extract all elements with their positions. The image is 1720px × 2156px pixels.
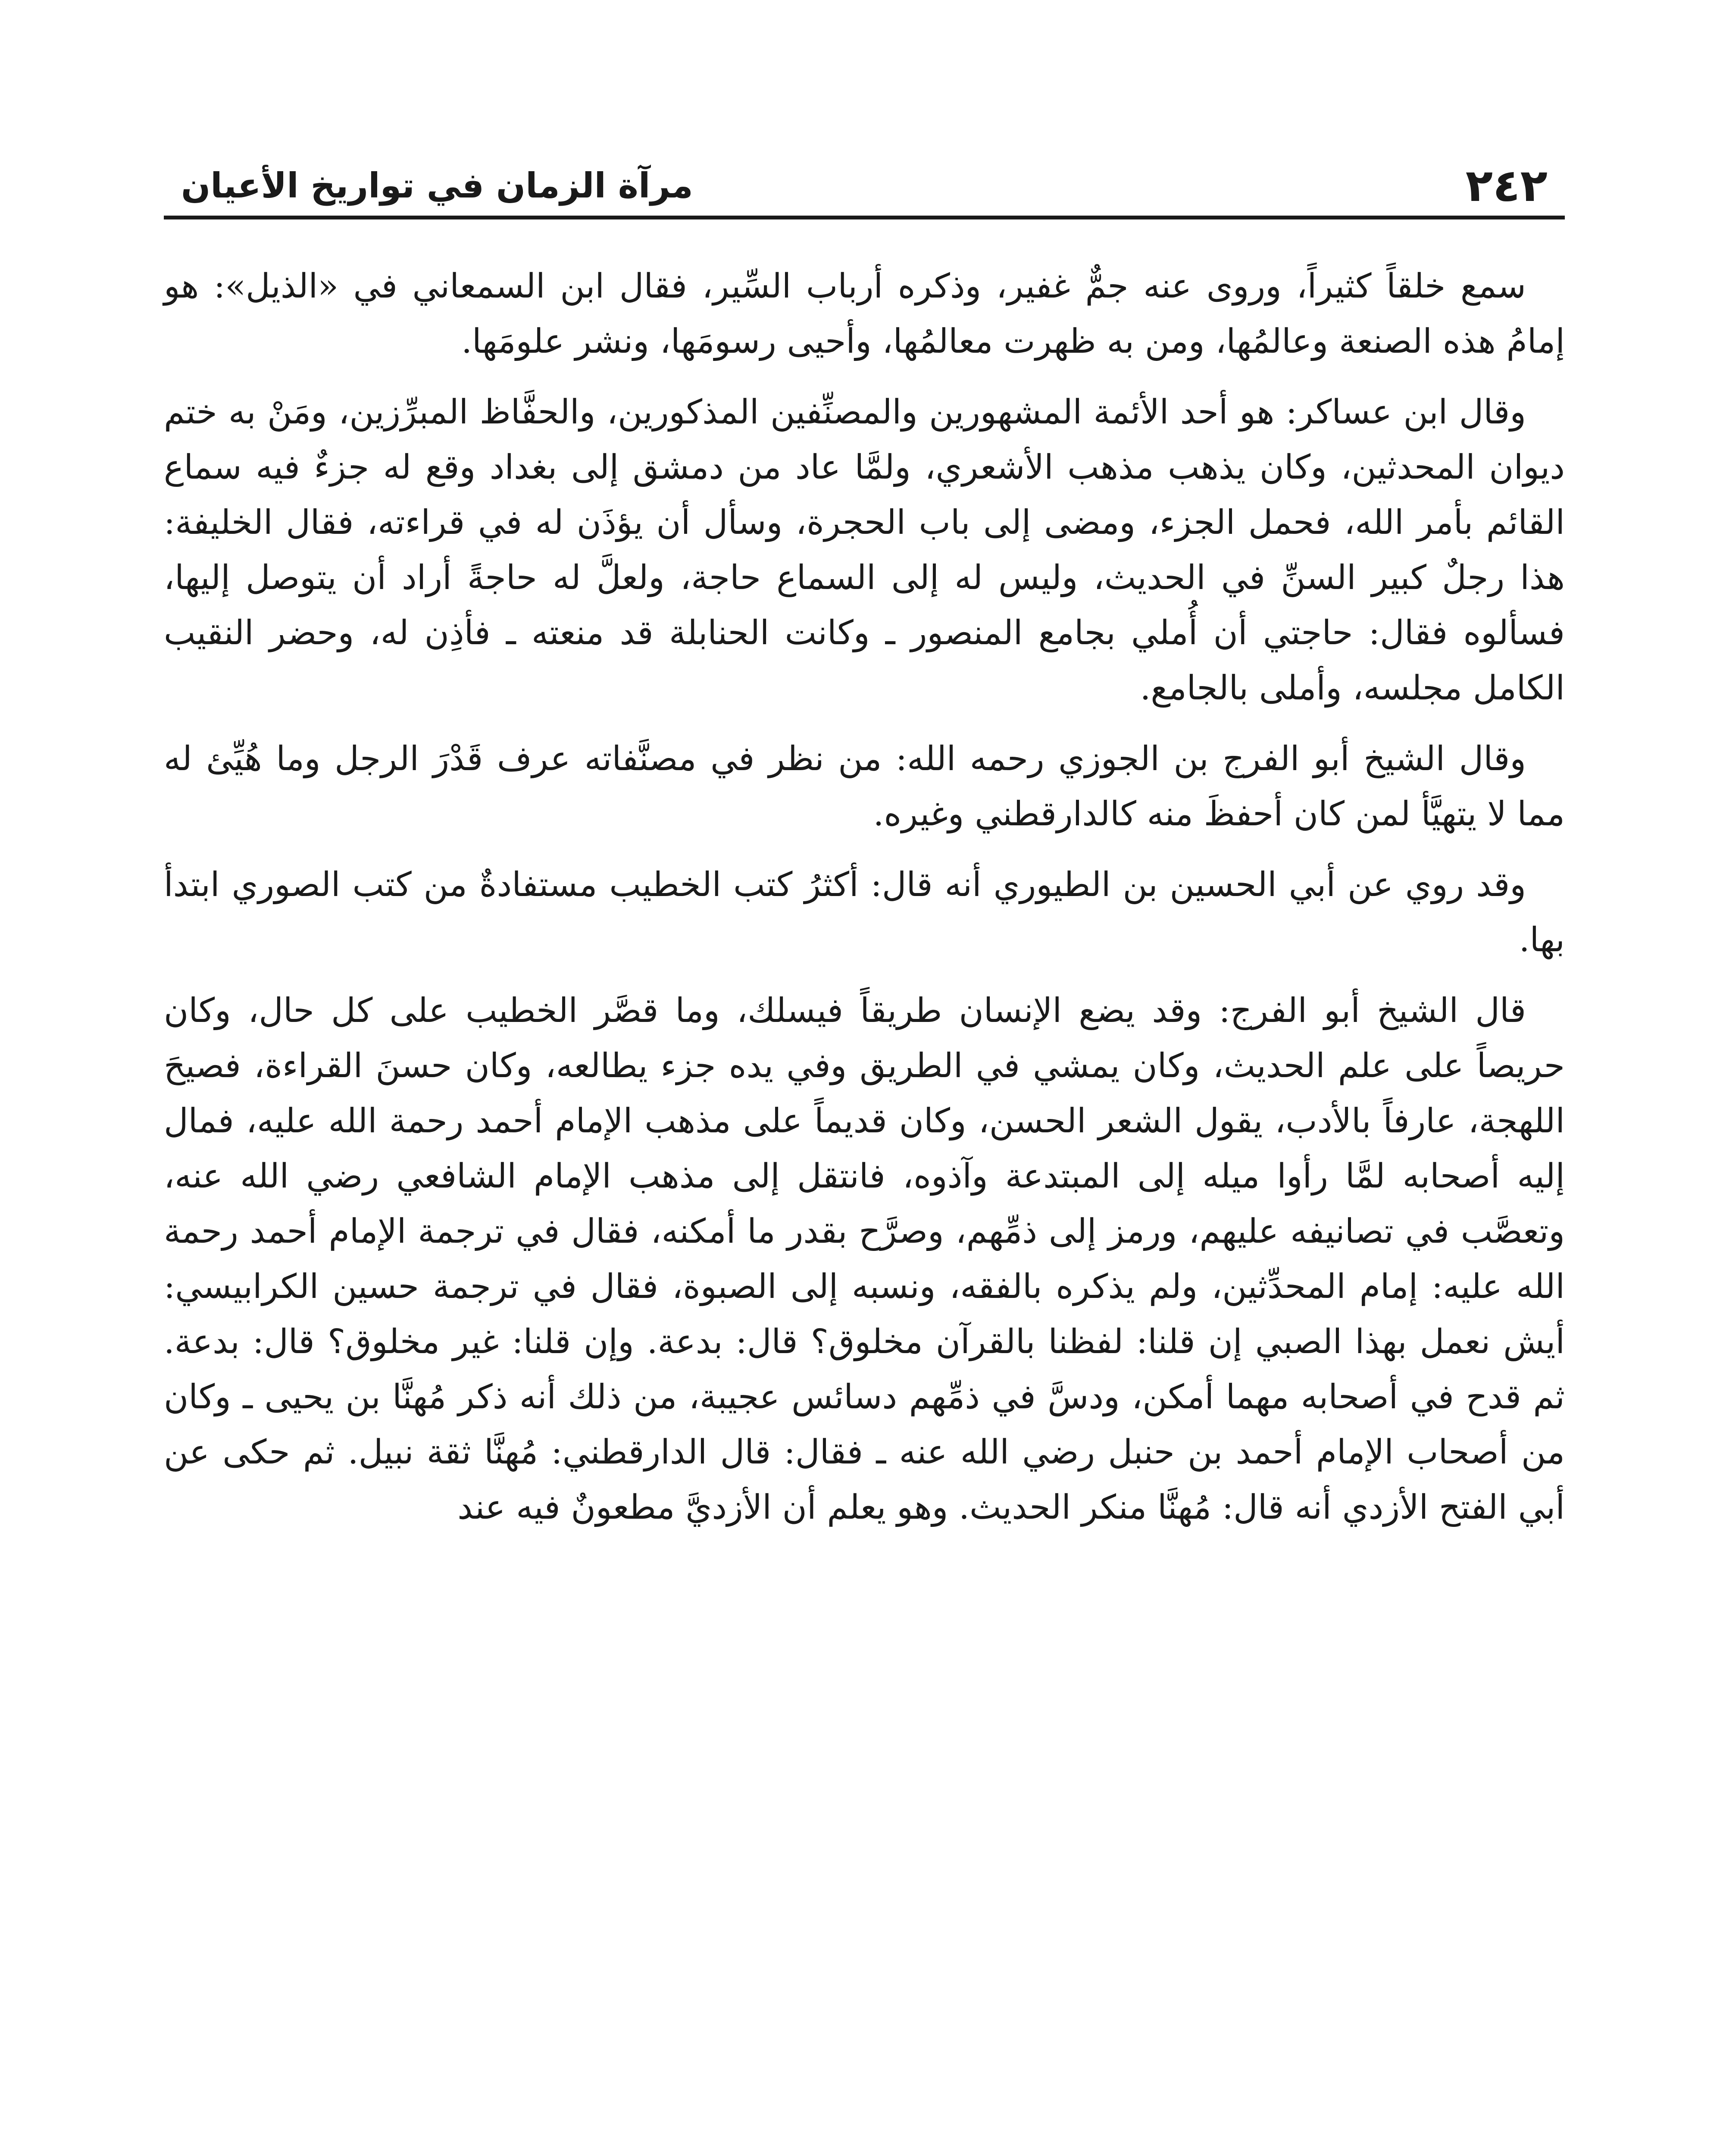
paragraph-2: وقال ابن عساكر: هو أحد الأئمة المشهورين والمصنِّفين المذكورين، والحفَّاظ المبرِّزين، ومَنْ به ختم ديوان المحدثين، وكان يذهب مذهب الأشعري، ولمَّا عاد من دمشق إلى بغداد وقع له جزءٌ فيه سماع القائم بأمر الله، فحمل الجزء، ومضى إلى باب الحجرة، وسأل أن يؤذَن له في قراءته، فقال الخليفة: هذا رجلٌ كبير السنِّ في الحديث، وليس له إلى السماع حاجة، ولعلَّ له حاجةً أراد أن يتوصل إليها، فسألوه فقال: حاجتي أن أُملي بجامع المنصور ـ وكانت الحنابلة قد منعته ـ فأذِن له، وحضر النقيب الكامل مجلسه، وأملى بالجامع. [164, 393, 1565, 708]
header-divider [164, 216, 1565, 219]
paragraph-4: وقد روي عن أبي الحسين بن الطيوري أنه قال: أكثرُ كتب الخطيب مستفادةٌ من كتب الصوري ابتدأ بها. [164, 865, 1565, 959]
body-text [164, 259, 1565, 1551]
paragraph-3: وقال الشيخ أبو الفرج بن الجوزي رحمه الله: من نظر في مصنَّفاته عرف قَدْرَ الرجل وما هُيِّئ له مما لا يتهيَّأ لمن كان أحفظَ منه كالدارقطني وغيره. [164, 740, 1565, 834]
paragraph-1: سمع خلقاً كثيراً، وروى عنه جمٌّ غفير، وذكره أرباب السِّير، فقال ابن السمعاني في «الذيل»: هو إمامُ هذه الصنعة وعالمُها، ومن به ظهرت معالمُها، وأحيى رسومَها، ونشر علومَها. [164, 267, 1565, 361]
page-header [164, 160, 1565, 211]
page-number: ٢٤٢ [1465, 159, 1548, 212]
paragraph-5: قال الشيخ أبو الفرج: وقد يضع الإنسان طريقاً فيسلك، وما قصَّر الخطيب على كل حال، وكان حريصاً على علم الحديث، وكان يمشي في الطريق وفي يده جزء يطالعه، وكان حسنَ القراءة، فصيحَ اللهجة، عارفاً بالأدب، يقول الشعر الحسن، وكان قديماً على مذهب الإمام أحمد رحمة الله عليه، فمال إليه أصحابه لمَّا رأوا ميله إلى المبتدعة وآذوه، فانتقل إلى مذهب الإمام الشافعي رضي الله عنه، وتعصَّب في تصانيفه عليهم، ورمز إلى ذمِّهم، وصرَّح بقدر ما أمكنه، فقال في ترجمة الإمام أحمد رحمة الله عليه: إمام المحدِّثين، ولم يذكره بالفقه، ونسبه إلى الصبوة، فقال في ترجمة حسين الكرابيسي: أيش نعمل بهذا الصبي إن قلنا: لفظنا بالقرآن مخلوق؟ قال: بدعة. وإن قلنا: غير مخلوق؟ قال: بدعة. ثم قدح في أصحابه مهما أمكن، ودسَّ في ذمِّهم دسائس عجيبة، من ذلك أنه ذكر مُهنَّا بن يحيى ـ وكان من أصحاب الإمام أحمد بن حنبل رضي الله عنه ـ فقال: قال الدارقطني: مُهنَّا ثقة نبيل. ثم حكى عن أبي الفتح الأزدي أنه قال: مُهنَّا منكر الحديث. وهو يعلم أن الأزديَّ مطعونٌ فيه عند [164, 991, 1565, 1527]
book-page [164, 0, 1565, 2156]
running-title: مرآة الزمان في تواريخ الأعيان [181, 166, 693, 206]
